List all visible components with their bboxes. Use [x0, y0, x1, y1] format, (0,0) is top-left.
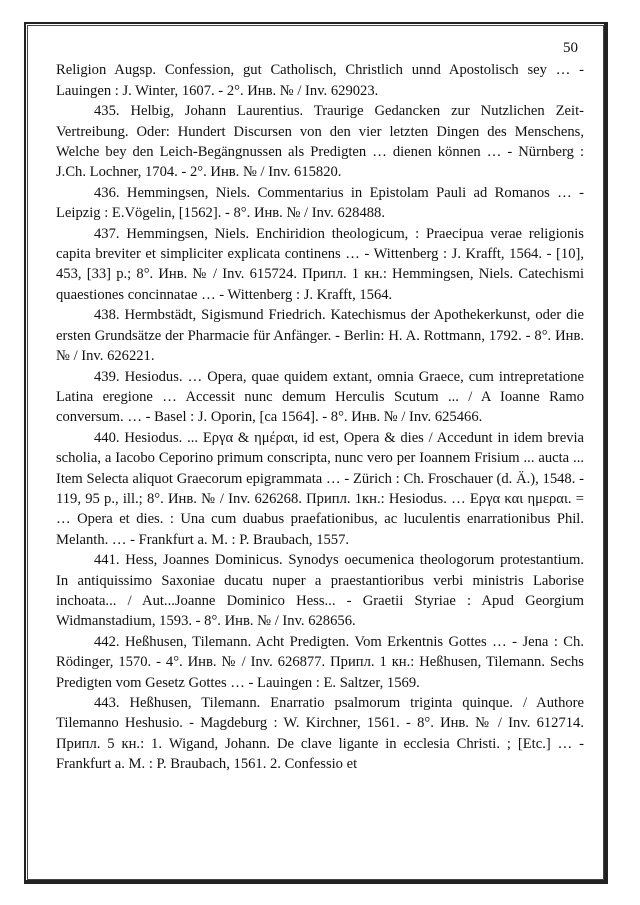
entry-439: 439. Hesiodus. … Opera, quae quidem extant, omnia Graece, cum intrepretatione Latina eregione … Accessit nunc demum Herculis Scutum ... / A Ioanne Ramo conversum. … - Basel : J. Oporin, [ca 1564]. - 8°. Инв. № / Inv. 625466. [56, 368, 584, 426]
entry-443: 443. Heßhusen, Tilemann. Enarratio psalmorum triginta quinque. / Authore Tilemanno Heshusio. - Magdeburg : W. Kirchner, 1561. - 8°. Инв. № / Inv. 612714. Припл. 5 кн.: 1. Wigand, Johann. De clave ligante in ecclesia Christi. ; [Etc.] … - Frankfurt a. M. : P. Braubach, 1561. 2. Confessio et [56, 695, 584, 773]
entry-437: 437. Hemmingsen, Niels. Enchiridion theologicum, : Praecipua verae religionis capita breviter et simpliciter explicata continens … - Wittenberg : J. Krafft, 1564. - [10], 453, [33] p.; 8°. Инв. № / Inv. 615724. Припл. 1 кн.: Hemmingsen, Niels. Catechismi quaestiones concinnatae … - Wittenberg : J. Krafft, 1564. [56, 225, 584, 303]
continuation-text: Religion Augsp. Confession, gut Catholisch, Christlich unnd Apostolisch sey … - Lauingen : J. Winter, 1607. - 2°. Инв. № / Inv. 629023. [56, 62, 584, 99]
entry-435: 435. Helbig, Johann Laurentius. Traurige Gedancken zur Nutzlichen Zeit-Vertreibung. Oder: Hundert Discursen von den vier letzten Dingen des Menschens, Welche bey den Leich-Begängnussen als Predigten … dienen können … - Nürnberg : J.Ch. Lochner, 1704. - 2°. Инв. № / Inv. 615820. [56, 103, 584, 181]
entry-438: 438. Hermbstädt, Sigismund Friedrich. Katechismus der Apothekerkunst, oder die ersten Grundsätze der Pharmacie für Anfänger. - Berlin: H. A. Rottmann, 1792. - 8°. Инв. № / Inv. 626221. [56, 307, 584, 365]
entry-441: 441. Hess, Joannes Dominicus. Synodys oecumenica theologorum protestantium. In antiquissimo Saxoniae ducatu nuper a praestantioribus verbi ministris Laborise inchoata... / Aut...Joanne Dominico Hess... - Graetii Styriae : Apud Georgium Widmanstadium, 1593. - 8°. Инв. № / Inv. 628656. [56, 552, 584, 630]
page-number: 50 [563, 40, 578, 56]
catalog-page [56, 38, 584, 775]
entry-440: 440. Hesiodus. ... Εργα & ημέραι, id est, Opera & dies / Accedunt in idem brevia scholia, a Iacobo Ceporino primum conscripta, nunc vero per Ioannem Frisium ... aucta ... Item Selecta aliquot Graecorum epigrammata … - Zürich : Ch. Froschauer (d. Ä.), 1548. - 119, 95 p., ill.; 8°. Инв. № / Inv. 626268. Припл. 1кн.: Hesiodus. … Εργα και ημεραι. = … Opera et dies. : Una cum duabus praefationibus, ac luculentis enarrationibus Phil. Melanth. … - Frankfurt a. M. : P. Braubach, 1557. [56, 429, 584, 548]
entry-436: 436. Hemmingsen, Niels. Commentarius in Epistolam Pauli ad Romanos … - Leipzig : E.Vögelin, [1562]. - 8°. Инв. № / Inv. 628488. [56, 184, 584, 222]
entry-442: 442. Heßhusen, Tilemann. Acht Predigten. Vom Erkentnis Gottes … - Jena : Ch. Rödinger, 1570. - 4°. Инв. № / Inv. 626877. Припл. 1 кн.: Heßhusen, Tilemann. Sechs Predigten vom Gesetz Gottes … - Lauingen : E. Saltzer, 1569. [56, 633, 584, 691]
